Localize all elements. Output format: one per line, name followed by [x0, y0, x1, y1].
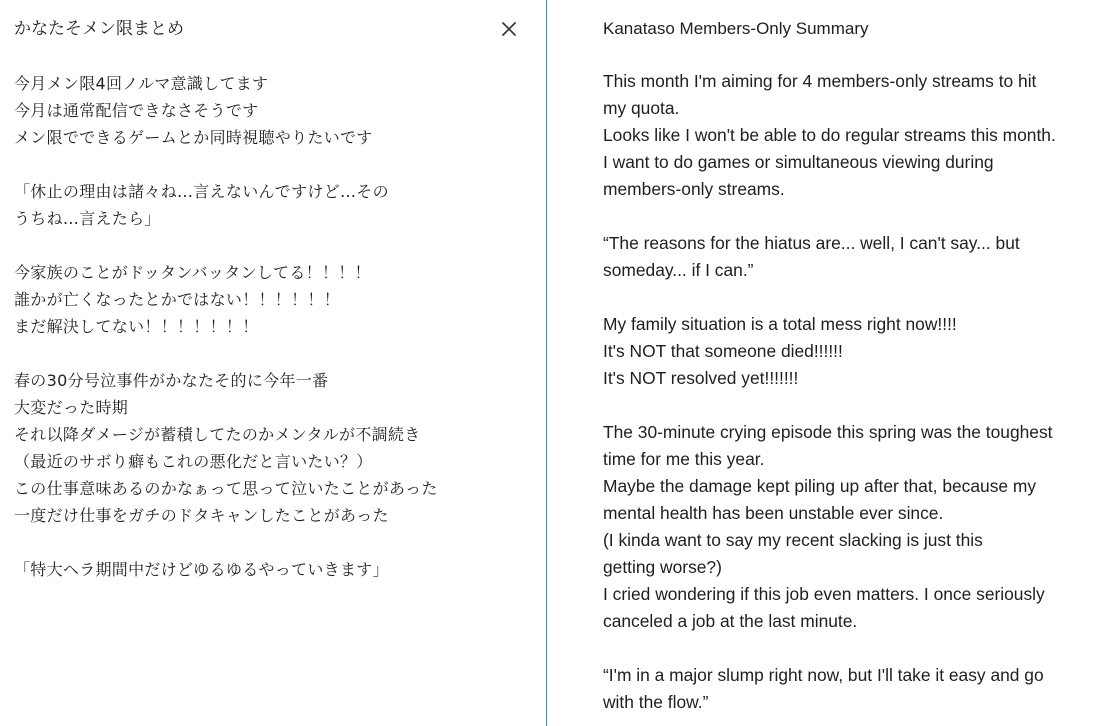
close-icon[interactable] [496, 16, 522, 42]
translation-text-body: This month I'm aiming for 4 members-only streams to hit my quota. Looks like I won't be able to do regular streams this month. I want to do games or simultaneous viewing during members-only streams. “The reasons for the hiatus are... well, I can't say... but someday... if I can.” My family situation is a total mess right now!!!! It's NOT that someone died!!!!!! It's NOT resolved yet!!!!!!! The 30-minute crying episode this spring was the toughest time for me this year. Maybe the damage kept piling up after that, because my mental health has been unstable ever since. (I kinda want to say my recent slacking is just this getting worse?) I cried wondering if this job even matters. I once seriously canceled a job at the last minute. “I'm in a major slump right now, but I'll take it easy and go with the flow.” [603, 71, 1056, 712]
source-panel-title: かなたそメン限まとめ [14, 19, 184, 39]
source-text-panel [0, 0, 546, 726]
translation-panel-title: Kanataso Members-Only Summary [603, 19, 869, 38]
translation-panel [547, 0, 1093, 726]
source-text-body: 今月メン限4回ノルマ意識してます 今月は通常配信できなさそうです メン限でできるゲームとか同時視聴やりたいです 「休止の理由は諸々ね…言えないんですけど…その うちね…言えたら」 今家族のことがドッタンバッタンしてる！！！！ 誰かが亡くなったとかではない！！！！！！ まだ解決してない！！！！！！！ 春の30分号泣事件がかなたそ的に今年一番 大変だった時期 それ以降ダメージが蓄積してたのかメンタルが不調続き （最近のサボり癖もこれの悪化だと言いたい？） この仕事意味あるのかなぁって思って泣いたことがあった 一度だけ仕事をガチのドタキャンしたことがあった 「特大ヘラ期間中だけどゆるゆるやっていきます」 [14, 74, 438, 579]
